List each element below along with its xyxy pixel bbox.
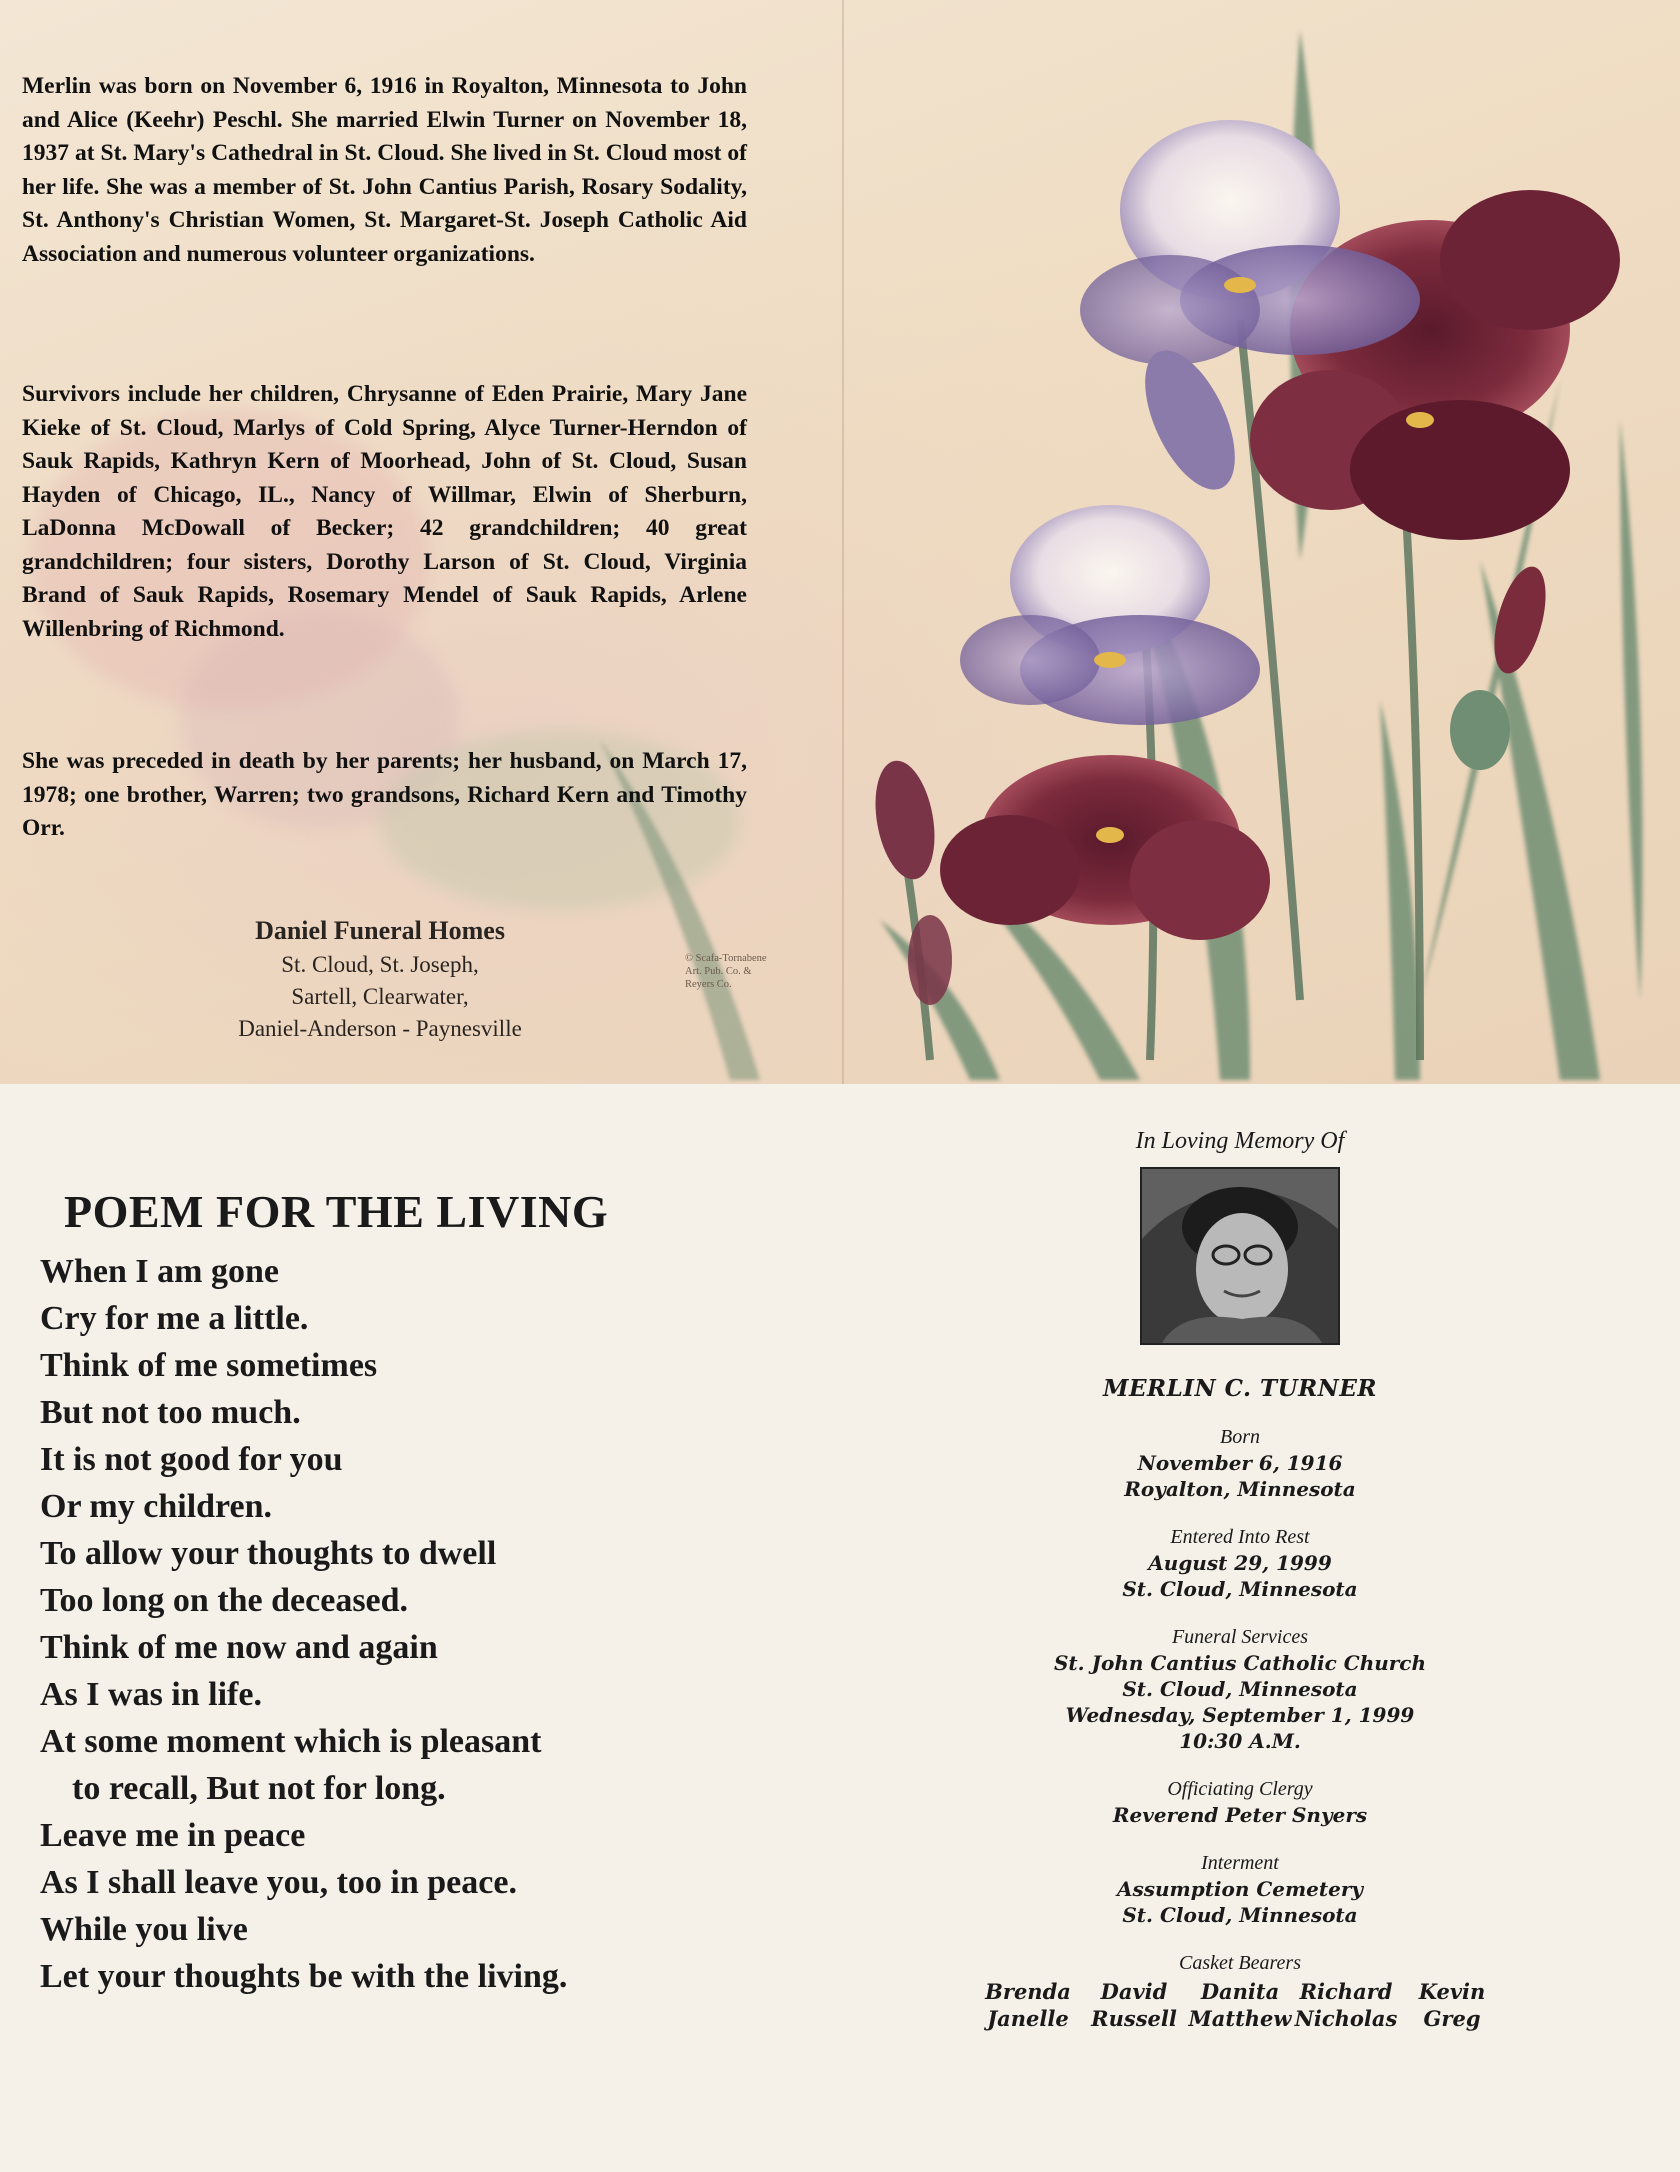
- portrait-image: [1142, 1169, 1338, 1343]
- interment-label: Interment: [1201, 1852, 1279, 1874]
- bearer-name: Kevin: [1418, 1979, 1486, 2004]
- interment-cemetery: Assumption Cemetery: [1116, 1877, 1364, 1901]
- obituary-paragraph-3: She was preceded in death by her parents; her husband, on March 17, 1978; one brother, Warren; two grandsons, Richard Kern and Timothy Orr.: [22, 748, 747, 841]
- funeral-home-name: Daniel Funeral Homes: [255, 916, 505, 945]
- born-label: Born: [1220, 1426, 1260, 1448]
- bearer-name: Brenda: [985, 1979, 1071, 2004]
- poem-line: Think of me now and again: [40, 1629, 438, 1666]
- services-place: St. Cloud, Minnesota: [1122, 1677, 1358, 1701]
- services-block: [940, 1624, 1540, 1754]
- bearers-label: Casket Bearers: [1178, 1952, 1301, 1974]
- poem-line: Think of me sometimes: [40, 1347, 378, 1384]
- clergy-label: Officiating Clergy: [1167, 1778, 1313, 1800]
- rest-place: St. Cloud, Minnesota: [1122, 1577, 1358, 1601]
- bearers-block: [940, 1950, 1540, 2032]
- funeral-home-line: St. Cloud, St. Joseph,: [281, 952, 479, 977]
- poem-line: Leave me in peace: [40, 1817, 306, 1854]
- copyright-line: Art. Pub. Co. &: [685, 966, 752, 977]
- services-time: 10:30 A.M.: [1179, 1729, 1301, 1753]
- rest-label: Entered Into Rest: [1170, 1526, 1310, 1548]
- poem-line: But not too much.: [40, 1394, 301, 1431]
- copyright-line: © Scafa-Tornabene: [685, 953, 767, 964]
- bearer-name: Nicholas: [1294, 2006, 1398, 2031]
- obituary-paragraph-1: Merlin was born on November 6, 1916 in Royalton, Minnesota to John and Alice (Keehr) Peschl. She married Elwin Turner on November 18, 1937 at St. Mary's Cathedral in St. Cloud. She lived in St. Cloud most of her life. She was a member of St. John Cantius Parish, Rosary Sodality, St. Anthony's Christian Women, St. Margaret-St. Joseph Catholic Aid Association and numerous volunteer organizations.: [22, 73, 747, 267]
- services-date: Wednesday, September 1, 1999: [1065, 1703, 1415, 1727]
- poem-title: POEM FOR THE LIVING: [64, 1186, 609, 1237]
- memorial-details: [940, 1128, 1540, 2032]
- poem-line: As I was in life.: [40, 1676, 262, 1713]
- bearers-list: [975, 1978, 1505, 2032]
- memorial-heading: In Loving Memory Of: [1135, 1128, 1345, 1154]
- poem-line: To allow your thoughts to dwell: [40, 1535, 497, 1572]
- rest-date: August 29, 1999: [1148, 1551, 1332, 1575]
- poem-line: to recall, But not for long.: [72, 1770, 446, 1807]
- portrait-photo: [1140, 1167, 1340, 1345]
- born-block: [940, 1424, 1540, 1502]
- funeral-home-block: [150, 915, 610, 1045]
- bearer-name: Greg: [1423, 2006, 1481, 2031]
- cover-panel: [0, 0, 1680, 1084]
- poem-body: [40, 1248, 567, 2000]
- poem-line: Too long on the deceased.: [40, 1582, 409, 1619]
- deceased-name: MERLIN C. TURNER: [1103, 1375, 1377, 1402]
- bearer-name: Janelle: [987, 2006, 1069, 2031]
- born-place: Royalton, Minnesota: [1124, 1477, 1356, 1501]
- born-date: November 6, 1916: [1137, 1451, 1343, 1475]
- services-label: Funeral Services: [1171, 1626, 1309, 1648]
- interment-block: [940, 1850, 1540, 1928]
- poem-line: While you live: [40, 1911, 248, 1948]
- poem-line: It is not good for you: [40, 1441, 343, 1478]
- poem-line: As I shall leave you, too in peace.: [40, 1864, 517, 1901]
- poem-line: Cry for me a little.: [40, 1300, 309, 1337]
- bearer-name: David: [1100, 1979, 1168, 2004]
- poem-line: Or my children.: [40, 1488, 273, 1525]
- fold-line: [842, 0, 844, 1084]
- rest-block: [940, 1524, 1540, 1602]
- funeral-home-line: Sartell, Clearwater,: [291, 984, 469, 1009]
- bearer-name: Russell: [1091, 2006, 1177, 2031]
- poem-line: When I am gone: [40, 1253, 279, 1290]
- copyright-line: Reyers Co.: [685, 979, 732, 990]
- poem-line: At some moment which is pleasant: [40, 1723, 542, 1760]
- clergy-block: [940, 1776, 1540, 1828]
- obituary-paragraph-2: Survivors include her children, Chrysanne of Eden Prairie, Mary Jane Kieke of St. Cloud, Marlys of Cold Spring, Alyce Turner-Herndon of Sauk Rapids, Kathryn Kern of Moorhead, John of St. Cloud, Susan Hayden of Chicago, IL., Nancy of Willmar, Elwin of Sherburn, LaDonna McDowall of Becker; 42 grandchildren; 40 great grandchildren; four sisters, Dorothy Larson of St. Cloud, Virginia Brand of Sauk Rapids, Rosemary Mendel of Sauk Rapids, Arlene Willenbring of Richmond.: [22, 381, 747, 642]
- art-copyright: [685, 952, 815, 991]
- bearer-name: Richard: [1299, 1979, 1393, 2004]
- services-church: St. John Cantius Catholic Church: [1053, 1651, 1427, 1675]
- bearer-name: Danita: [1200, 1979, 1280, 2004]
- funeral-home-line: Daniel-Anderson - Paynesville: [238, 1016, 522, 1041]
- clergy-name: Reverend Peter Snyers: [1112, 1803, 1368, 1827]
- poem-line: Let your thoughts be with the living.: [40, 1958, 568, 1995]
- interment-place: St. Cloud, Minnesota: [1122, 1903, 1358, 1927]
- bearer-name: Matthew: [1188, 2006, 1292, 2031]
